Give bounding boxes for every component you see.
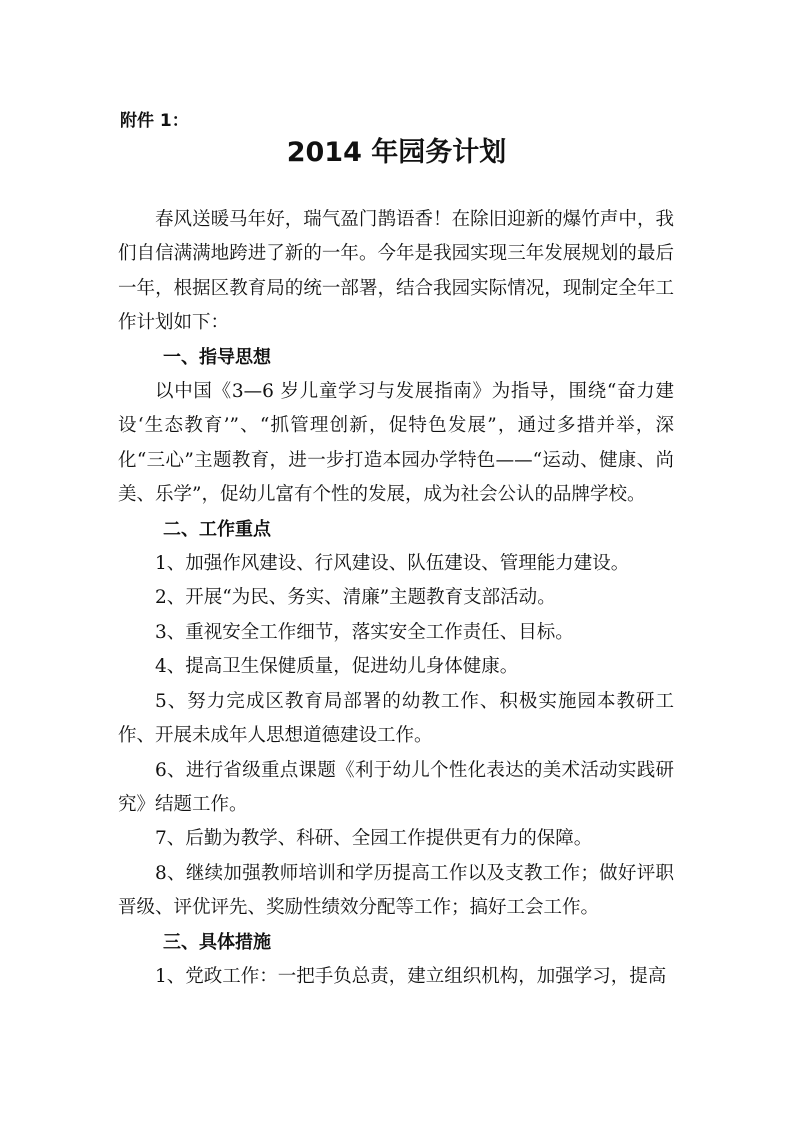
section-heading-specific-measures: 三、具体措施 xyxy=(163,931,271,953)
document-title: 2014 年园务计划 xyxy=(286,137,507,168)
section-heading-guiding-ideology: 一、指导思想 xyxy=(163,346,271,368)
measures-item: 1、党政工作：一把手负总责，建立组织机构，加强学习，提高 xyxy=(155,965,667,987)
work-focus-item: 4、提高卫生保健质量，促进幼儿身体健康。 xyxy=(155,656,519,678)
work-focus-item: 1、加强作风建设、行风建设、队伍建设、管理能力建设。 xyxy=(155,553,630,575)
work-focus-item: 8、继续加强教师培训和学历提高工作以及支教工作；做好评职晋级、评优评先、奖励性绩效分配等工作；搞好工会工作。 xyxy=(118,862,674,919)
work-focus-item: 6、进行省级重点课题《利于幼儿个性化表达的美术活动实践研究》结题工作。 xyxy=(118,759,674,815)
work-focus-item: 3、重视安全工作细节，落实安全工作责任、目标。 xyxy=(155,621,574,643)
intro-paragraph: 春风送暖马年好，瑞气盈门鹊语香！在除旧迎新的爆竹声中，我们自信满满地跨进了新的一年。今年是我园实现三年发展规划的最后一年，根据区教育局的统一部署，结合我园实际情况，现制定全年工作计划如下： xyxy=(118,209,674,334)
guiding-ideology-paragraph: 以中国《3—6 岁儿童学习与发展指南》为指导，围绕“奋力建设‘生态教育’”、“抓管理创新，促特色发展”，通过多措并举，深化“三心”主题教育，进一步打造本园办学特色——“运动、健康、尚美、乐学”，促幼儿富有个性的发展，成为社会公认的品牌学校。 xyxy=(118,381,674,506)
work-focus-item: 2、开展“为民、务实、清廉”主题教育支部活动。 xyxy=(155,587,556,609)
attachment-label: 附件 1： xyxy=(120,111,189,131)
work-focus-item: 7、后勤为教学、科研、全园工作提供更有力的保障。 xyxy=(155,828,593,850)
work-focus-item: 5、努力完成区教育局部署的幼教工作、积极实施园本教研工作、开展未成年人思想道德建设工作。 xyxy=(118,690,674,747)
section-heading-work-focus: 二、工作重点 xyxy=(163,518,271,540)
document-body xyxy=(118,203,674,994)
